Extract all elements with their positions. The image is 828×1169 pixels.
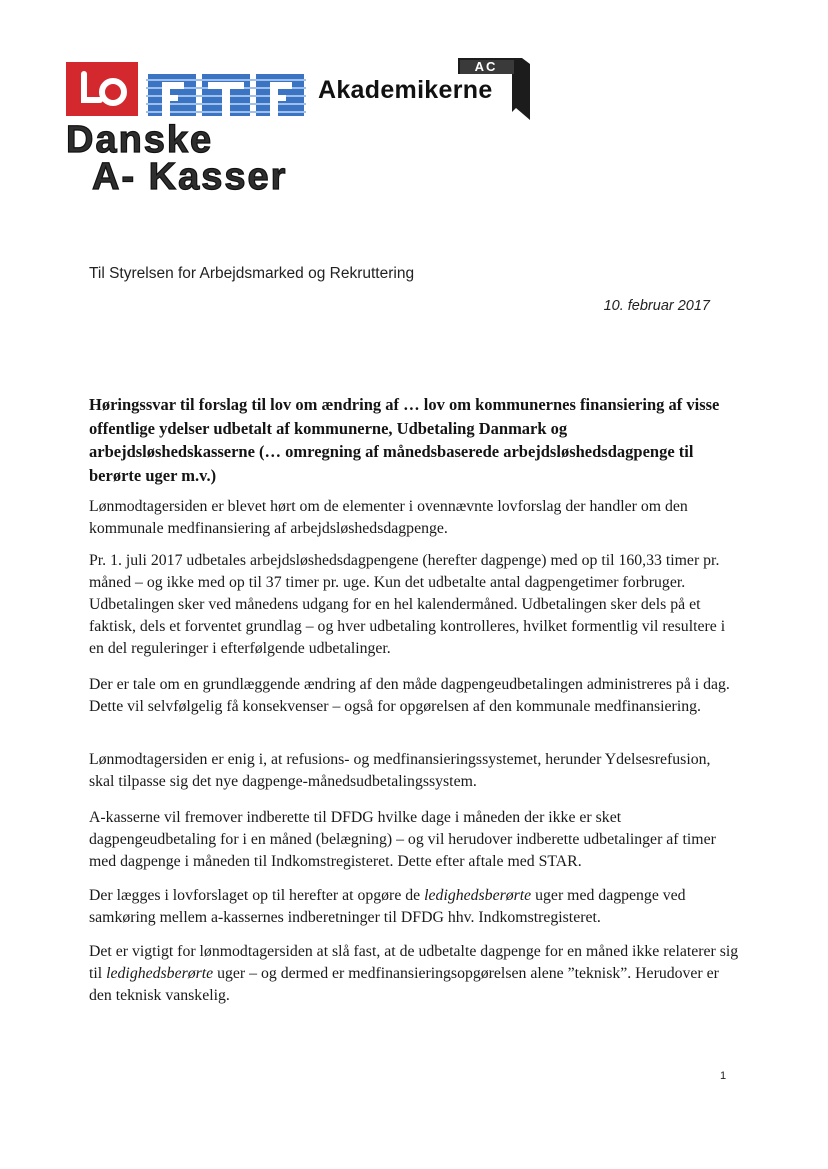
- danske-akasser-logo-line1: Danske: [66, 119, 214, 161]
- ftf-logo-graphic: [146, 72, 306, 118]
- paragraph-6: [89, 885, 739, 929]
- danske-akasser-logo-line2: A- Kasser: [92, 156, 288, 198]
- ftf-logo: [146, 72, 306, 118]
- lo-logo: [66, 62, 138, 116]
- paragraph-6-text-b: uger med dagpenge ved samkøring mellem a-kassernes indberetninger til DFDG hhv. Indkomstregisteret.: [89, 887, 686, 926]
- paragraph-7-italic: ledighedsberørte: [106, 965, 214, 982]
- paragraph-1: Lønmodtagersiden er blevet hørt om de elementer i ovennævnte lovforslag der handler om den kommunale medfinansiering af arbejdsløshedsdagpenge.: [89, 498, 688, 537]
- paragraph-7-text-b: uger – og dermed er medfinansieringsopgørelsen alene ”teknisk”. Herudover er den teknisk vanskelig.: [89, 965, 719, 1004]
- paragraph-4: Lønmodtagersiden er enig i, at refusions- og medfinansieringssystemet, herunder Ydelsesrefusion, skal tilpasse sig det nye dagpenge-månedsudbetalingssystem.: [89, 751, 711, 790]
- akademikerne-wordmark: Akademikerne: [318, 76, 493, 104]
- paragraph-2: Pr. 1. juli 2017 udbetales arbejdsløshedsdagpengene (herefter dagpenge) med op til 160,33 timer pr. måned – og ikke med op til 37 timer pr. uge. Kun det udbetalte antal dagpengetimer forbruger. Udbetalingen sker ved månedens udgang for en hel kalendermåned. Udbetalingen sker dels på et faktisk, dels et forventet grundlag – og hver udbetaling kontrolleres, hvilket formentlig vil resultere i en del reguleringer i efterfølgende udbetalinger.: [89, 552, 726, 657]
- paragraph-6-text-a: Der lægges i lovforslaget op til herefter at opgøre de: [89, 887, 425, 904]
- ac-tag-label: AC: [474, 59, 498, 74]
- lo-logo-graphic: [66, 62, 138, 116]
- paragraph-5: A-kasserne vil fremover indberette til DFDG hvilke dage i måneden der ikke er sket dagpengeudbetaling for i en måned (belægning) – og vil herudover indberette udbetalinger af timer med dagpenge i måneden til Indkomstregisteret. Dette efter aftale med STAR.: [89, 809, 716, 870]
- letter-date: 10. februar 2017: [603, 298, 710, 314]
- recipient-line: Til Styrelsen for Arbejdsmarked og Rekruttering: [89, 265, 415, 282]
- paragraph-6-italic: ledighedsberørte: [424, 887, 532, 904]
- paragraph-3: Der er tale om en grundlæggende ændring af den måde dagpengeudbetalingen administreres på i dag. Dette vil selvfølgelig få konsekvenser – også for opgørelsen af den kommunale medfinansiering.: [89, 676, 730, 715]
- page-number: 1: [720, 1070, 727, 1082]
- paragraph-7: [89, 941, 739, 1007]
- paragraph-7-text-a: Det er vigtigt for lønmodtagersiden at slå fast, at de udbetalte dagpenge for en måned ikke relaterer sig til: [89, 943, 739, 982]
- letter-title: Høringssvar til forslag til lov om ændring af … lov om kommunernes finansiering af visse offentlige ydelser udbetalt af kommunerne, Udbetaling Danmark og arbejdsløshedskasserne (… omregning af månedsbaserede arbejdsløshedsdagpenge til berørte uger m.v.): [89, 395, 720, 485]
